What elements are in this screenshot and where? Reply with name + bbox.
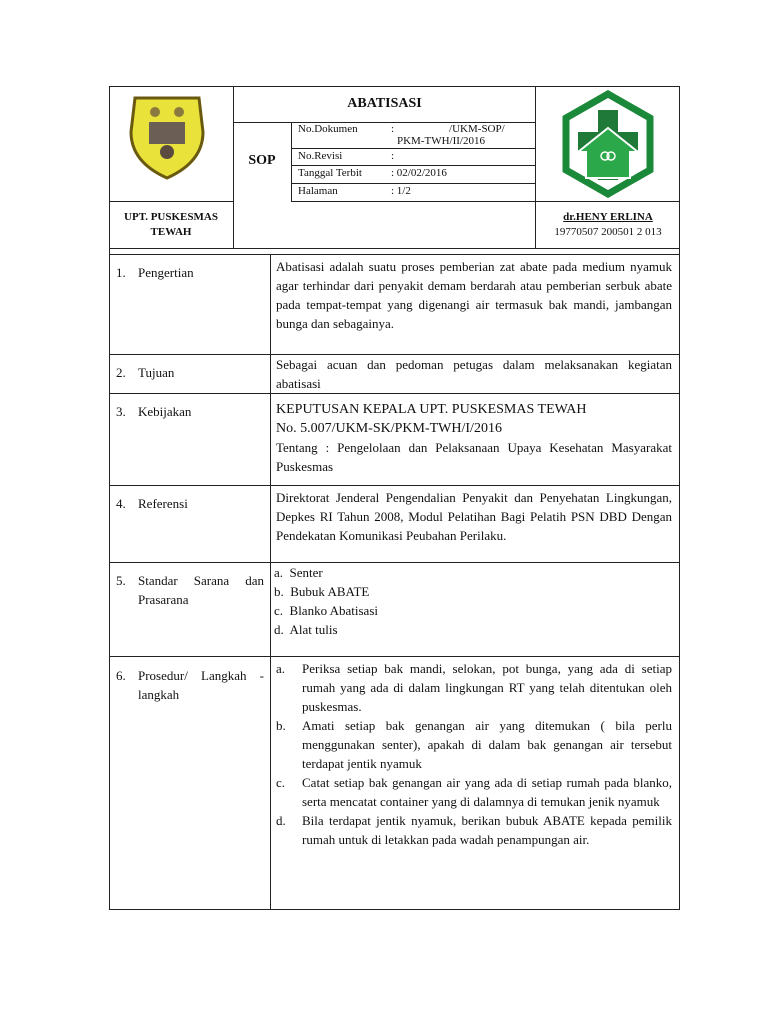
- section-label: [110, 255, 271, 354]
- field-halaman: [291, 183, 535, 202]
- field-value: PKM-TWH/II/2016: [397, 135, 485, 147]
- section-title: Pengertian: [138, 265, 194, 280]
- decree-number: No. 5.007/UKM-SK/PKM-TWH/I/2016: [276, 421, 502, 436]
- section-label: [110, 486, 271, 562]
- section-label: [110, 394, 271, 485]
- decree-subject: Tentang : Pengelolaan dan Pelaksanaan Upaya Kesehatan Masyarakat Puskesmas: [276, 440, 672, 474]
- section-content: [276, 400, 672, 476]
- procedure-step: [276, 659, 672, 716]
- procedure-step: [276, 716, 672, 773]
- step-text: Bila terdapat jentik nyamuk, berikan bubuk ABATE kepada pemilik rumah untuk di letakkan pada wadah penampungan air.: [302, 813, 672, 847]
- field-label: No.Revisi: [298, 150, 343, 162]
- left-logo-cell: [109, 86, 234, 202]
- section-title: Standar Sarana dan Prasarana: [138, 573, 264, 607]
- field-no-dokumen: [291, 122, 535, 149]
- procedure-steps: [276, 659, 672, 849]
- list-item: a. Senter: [274, 565, 323, 580]
- section-title: Prosedur/ Langkah - langkah: [138, 668, 264, 702]
- step-text: Catat setiap bak genangan air yang ada di setiap rumah pada blanko, serta mencatat container yang di dalamnya di temukan jenik nyamuk: [302, 775, 672, 809]
- list-item: c. Blanko Abatisasi: [274, 603, 378, 618]
- section-label: [110, 657, 271, 909]
- procedure-step: [276, 811, 672, 849]
- field-tanggal-terbit: [291, 165, 535, 184]
- field-value: : 1/2: [391, 185, 411, 197]
- section-title: Tujuan: [138, 365, 175, 380]
- section-prosedur: [109, 656, 680, 910]
- step-text: Amati setiap bak genangan air yang ditemukan ( bila perlu menggunakan senter), apakah di dalam bak genangan air tersebut terdapat jentik nyamuk: [302, 718, 672, 771]
- section-text: Abatisasi adalah suatu proses pemberian zat abate pada medium nyamuk agar terhindar dari penyakit demam berdarah atau pemberian serbuk abate pada tempat-tempat yang digenangi air termasuk bak mandi, jambangan bunga dan sebagainya.: [276, 259, 672, 331]
- step-marker: b.: [276, 718, 286, 733]
- section-number: 6.: [116, 668, 126, 683]
- section-referensi: [109, 485, 680, 563]
- section-label: [110, 355, 271, 393]
- org-location: TEWAH: [150, 226, 192, 238]
- section-pengertian: [109, 254, 680, 355]
- field-label: No.Dokumen: [298, 123, 358, 135]
- section-number: 4.: [116, 496, 126, 511]
- section-sarana: [109, 562, 680, 657]
- section-text: Sebagai acuan dan pedoman petugas dalam melaksanakan kegiatan abatisasi: [276, 357, 672, 391]
- section-number: 5.: [116, 573, 126, 588]
- signer-name: dr.HENY ERLINA: [563, 211, 653, 223]
- step-marker: c.: [276, 775, 286, 790]
- section-number: 3.: [116, 404, 126, 419]
- section-number: 2.: [116, 365, 126, 380]
- section-title: Referensi: [138, 496, 188, 511]
- decree-title: KEPUTUSAN KEPALA UPT. PUSKESMAS TEWAH: [276, 402, 587, 417]
- section-label: [110, 563, 271, 656]
- section-number: 1.: [116, 265, 126, 280]
- regency-emblem-icon: [127, 92, 207, 182]
- sop-cell: [233, 122, 292, 202]
- puskesmas-logo-icon: [558, 90, 658, 198]
- procedure-step: [276, 773, 672, 811]
- section-list: [274, 563, 672, 639]
- section-tujuan: [109, 354, 680, 394]
- field-value: : 02/02/2016: [391, 167, 447, 179]
- step-marker: d.: [276, 813, 286, 828]
- field-value: :: [391, 150, 395, 162]
- step-marker: a.: [276, 661, 286, 676]
- step-text: Periksa setiap bak mandi, selokan, pot bunga, yang ada di setiap rumah yang ada di dalam lingkungan RT yang telah ditentukan oleh puskesmas.: [302, 661, 672, 714]
- field-label: Halaman: [298, 185, 338, 197]
- org-name: UPT. PUSKESMAS: [124, 211, 218, 223]
- section-text: Direktorat Jenderal Pengendalian Penyakit dan Penyehatan Lingkungan, Depkes RI Tahun 2008, Modul Pelatihan Bagi Pelatih PSN DBD Dengan Pendekatan Komunikasi Peubahan Perilaku.: [276, 490, 672, 543]
- signer-cell: [535, 201, 680, 249]
- list-item: b. Bubuk ABATE: [274, 584, 370, 599]
- document-title: ABATISASI: [347, 96, 422, 111]
- right-logo-cell: [535, 86, 680, 202]
- field-value: : /UKM-SOP/: [391, 123, 505, 135]
- section-kebijakan: [109, 393, 680, 486]
- title-cell: [233, 86, 536, 123]
- section-title: Kebijakan: [138, 404, 192, 419]
- sop-label: SOP: [248, 153, 276, 168]
- list-item: d. Alat tulis: [274, 622, 338, 637]
- field-label: Tanggal Terbit: [298, 167, 362, 179]
- signer-nip: 19770507 200501 2 013: [554, 226, 662, 238]
- field-no-revisi: [291, 148, 535, 166]
- org-cell: [109, 201, 234, 249]
